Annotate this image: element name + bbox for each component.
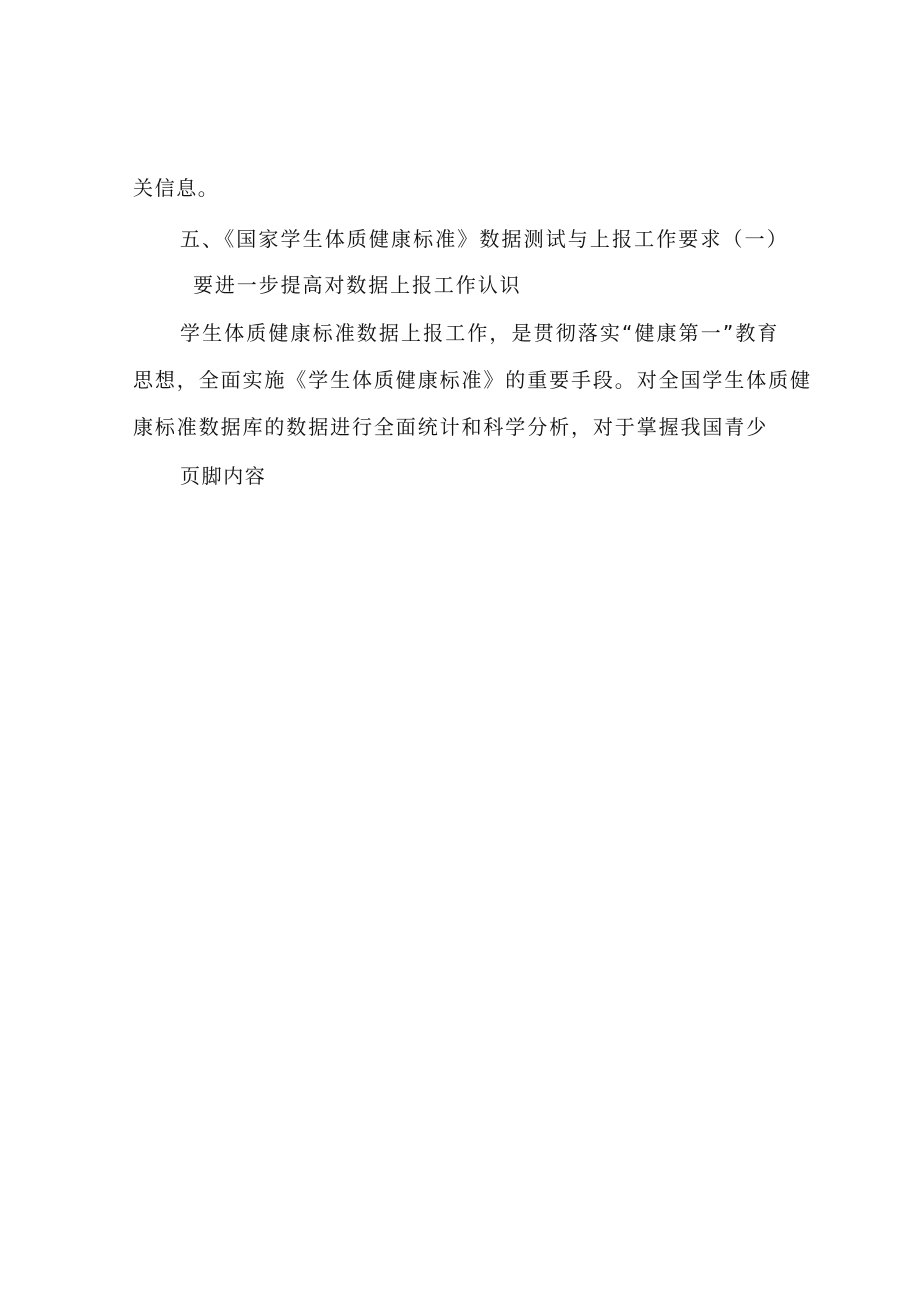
footer-text: 页脚内容 <box>180 464 267 488</box>
subsection-heading: 要进一步提高对数据上报工作认识 <box>193 273 522 297</box>
section-heading: 五、《国家学生体质健康标准》数据测试与上报工作要求（一） <box>180 227 789 251</box>
paragraph-line-3: 康标准数据库的数据进行全面统计和科学分析，对于掌握我国青少 <box>133 415 769 439</box>
paragraph-line-1: 学生体质健康标准数据上报工作，是贯彻落实“健康第一”教育 <box>180 321 780 345</box>
paragraph-line-2: 思想，全面实施《学生体质健康标准》的重要手段。对全国学生体质健 <box>133 368 812 392</box>
text-line-continuation: 关信息。 <box>133 176 220 200</box>
